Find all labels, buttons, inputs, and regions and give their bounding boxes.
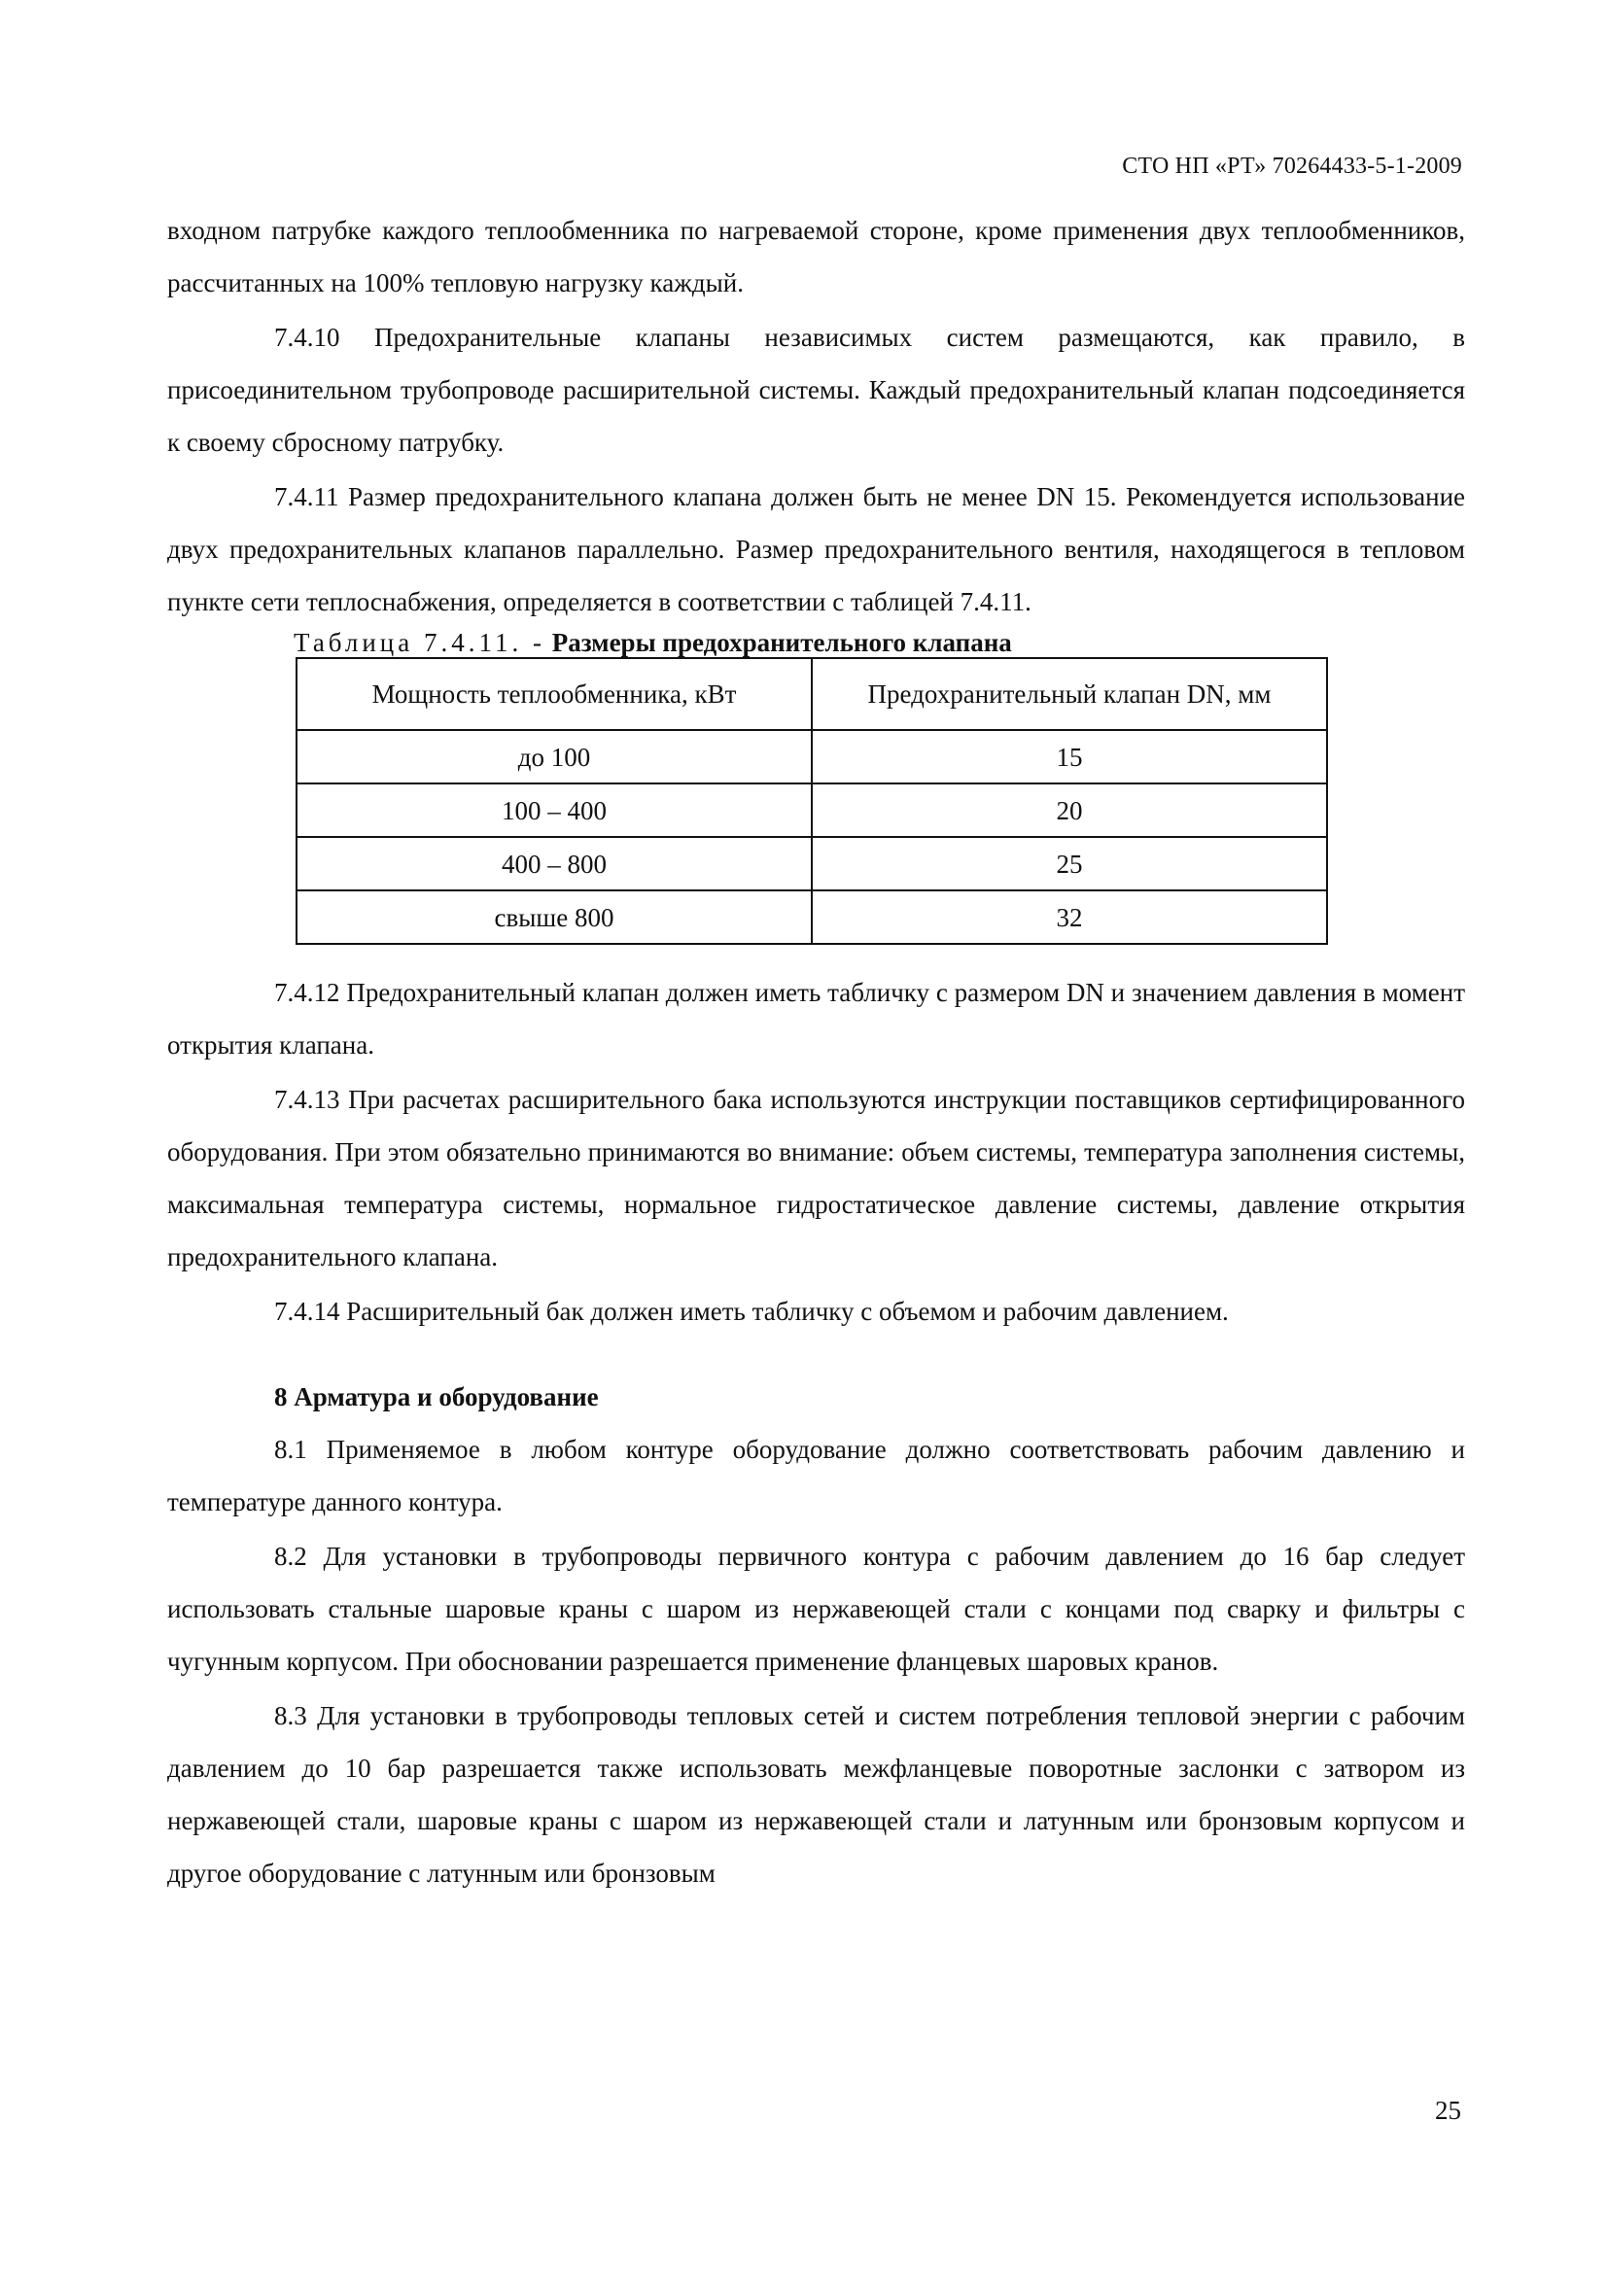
page-body — [167, 204, 1465, 1899]
paragraph-7-4-11: 7.4.11 Размер предохранительного клапана должен быть не менее DN 15. Рекомендуется использование двух предохранительных клапанов параллельно. Размер предохранительного вентиля, находящегося в тепловом пункте сети теплоснабжения, определяется в соответствии с таблицей 7.4.11. — [167, 482, 1465, 616]
table-caption-title: Размеры предохранительного клапана — [551, 628, 1012, 657]
page-number: 25 — [1435, 2096, 1461, 2125]
paragraph-7-4-13: 7.4.13 При расчетах расширительного бака используются инструкции поставщиков сертифицированного оборудования. При этом обязательно принимаются во внимание: объем системы, температура заполнения системы, максимальная температура системы, нормальное гидростатическое давление системы, давление открытия предохранительного клапана. — [167, 1085, 1465, 1271]
paragraph-7-4-10: 7.4.10 Предохранительные клапаны независимых систем размещаются, как правило, в присоединительном трубопроводе расширительной системы. Каждый предохранительный клапан подсоединяется к своему сбросному патрубку. — [167, 323, 1465, 457]
paragraph-8-1: 8.1 Применяемое в любом контуре оборудование должно соответствовать рабочим давлению и температуре данного контура. — [167, 1435, 1465, 1516]
paragraph-8-3: 8.3 Для установки в трубопроводы тепловых сетей и систем потребления тепловой энергии с рабочим давлением до 10 бар разрешается также использовать межфланцевые поворотные заслонки с затвором из нержавеющей стали, шаровые краны с шаром из нержавеющей стали и латунным или бронзовым корпусом и другое оборудование с латунным или бронзовым — [167, 1701, 1465, 1888]
cell-dn: 20 — [812, 783, 1327, 837]
table-caption — [294, 628, 1465, 657]
paragraph-8-2: 8.2 Для установки в трубопроводы первичного контура с рабочим давлением до 16 бар следует использовать стальные шаровые краны с шаром из нержавеющей стали с концами под сварку и фильтры с чугунным корпусом. При обосновании разрешается применение фланцевых шаровых кранов. — [167, 1542, 1465, 1676]
cell-power: 400 – 800 — [297, 837, 812, 890]
cell-dn: 25 — [812, 837, 1327, 890]
paragraph-continuation: входном патрубке каждого теплообменника по нагреваемой стороне, кроме применения двух теплообменников, рассчитанных на 100% тепловую нагрузку каждый. — [167, 216, 1465, 297]
paragraph-7-4-12: 7.4.12 Предохранительный клапан должен иметь табличку с размером DN и значением давления в момент открытия клапана. — [167, 978, 1465, 1060]
table-row — [297, 783, 1327, 837]
column-header-power: Мощность теплообменника, кВт — [297, 658, 812, 730]
cell-power: до 100 — [297, 730, 812, 783]
valve-size-table — [296, 657, 1328, 945]
cell-dn: 15 — [812, 730, 1327, 783]
column-header-valve-dn: Предохранительный клапан DN, мм — [812, 658, 1327, 730]
table-row — [297, 837, 1327, 890]
document-code-header: СТО НП «РТ» 70264433-5-1-2009 — [1122, 154, 1462, 179]
section-heading-8: 8 Арматура и оборудование — [274, 1382, 599, 1411]
cell-power: свыше 800 — [297, 890, 812, 944]
table-header-row — [297, 658, 1327, 730]
table-row — [297, 890, 1327, 944]
table-caption-label: Таблица 7.4.11. - — [294, 628, 545, 657]
table-row — [297, 730, 1327, 783]
cell-dn: 32 — [812, 890, 1327, 944]
cell-power: 100 – 400 — [297, 783, 812, 837]
paragraph-7-4-14: 7.4.14 Расширительный бак должен иметь табличку с объемом и рабочим давлением. — [274, 1297, 1229, 1326]
